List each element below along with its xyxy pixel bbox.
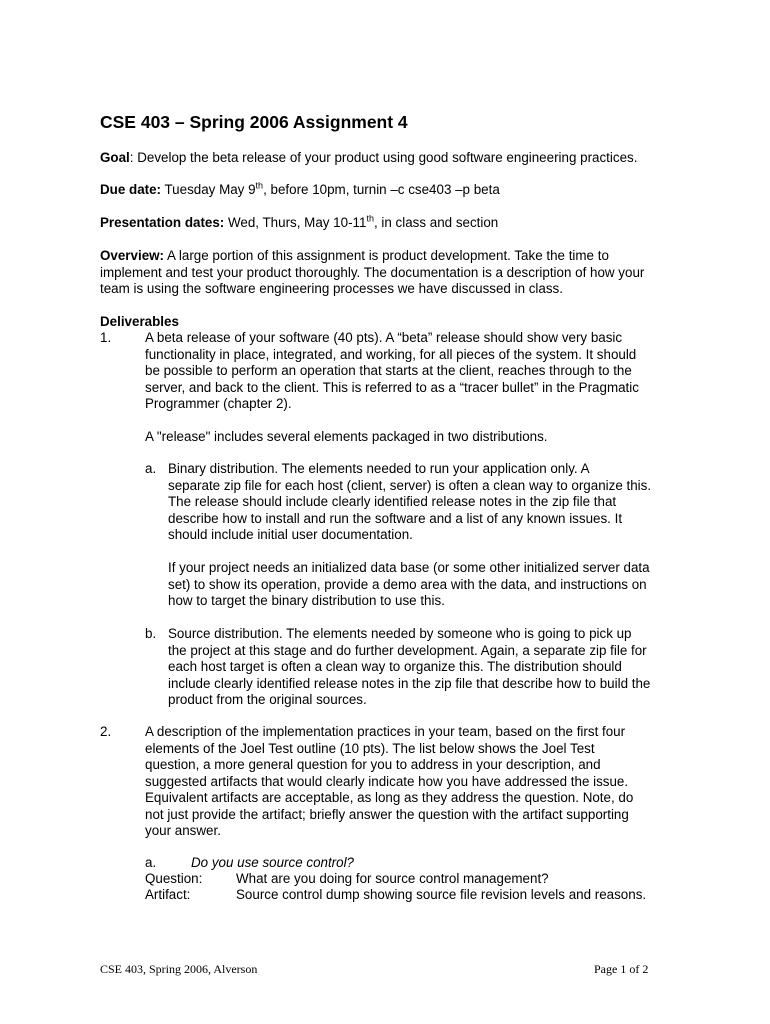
item1-line: be possible to perform an operation that starts at the client, reaches through to the — [145, 363, 632, 378]
item2-line: elements of the Joel Test outline (10 pts). The list below shows the Joel Test — [145, 740, 595, 756]
goal-paragraph — [100, 150, 680, 167]
item-number: 1. — [100, 330, 112, 345]
sub-b-line: each host target is often a clean way to organize this. The distribution should — [168, 659, 622, 674]
release-intro: A "release" includes several elements packaged in two distributions. — [145, 429, 548, 444]
data-base-note — [168, 560, 650, 610]
item1-line: server, and back to the client. This is referred to as a “tracer bullet” in the Pragmatic — [145, 379, 639, 395]
sub-item-letter: a. — [145, 855, 157, 870]
item-number: 2. — [100, 724, 112, 739]
item1-line: Programmer (chapter 2). — [145, 396, 292, 411]
item2-line: Equivalent artifacts are acceptable, as long as they address the question. Note, do — [145, 790, 634, 805]
due-date-label: Due date: — [100, 182, 162, 197]
source-distribution-text — [168, 626, 650, 709]
item2-line: question, a more general question for you to address in your description, and — [145, 757, 601, 772]
presentation-sup: th — [366, 213, 374, 224]
presentation-text-a: Wed, Thurs, May 10-11 — [224, 215, 367, 230]
page-number: Page 1 of 2 — [594, 962, 649, 976]
artifact-label: Artifact: — [145, 887, 191, 902]
item2-line: your answer. — [145, 823, 221, 838]
presentation-text-b: , in class and section — [373, 215, 499, 230]
item1-line: functionality in place, integrated, and working, for all pieces of the system. It should — [145, 346, 637, 362]
due-date-text-b: , before 10pm, turnin –c cse403 –p beta — [263, 182, 500, 197]
sub-item-letter: a. — [145, 461, 157, 476]
due-date-sup: th — [255, 180, 264, 191]
overview-line: implement and test your product thoroughly. The documentation is a description of how your — [100, 264, 645, 280]
sub-b-line: the project at this stage and do further development. Again, a separate zip file for — [168, 642, 647, 658]
sub-a-extra-line: If your project needs an initialized data base (or some other initialized server data — [168, 560, 650, 575]
sub-a-line: separate zip file for each host (client, server) is often a clean way to organize this. — [168, 477, 652, 493]
goal-text: : Develop the beta release of your product using good software engineering practices. — [129, 150, 638, 165]
presentation-label: Presentation dates: — [100, 215, 225, 230]
due-date-paragraph — [100, 182, 680, 199]
deliverables-heading: Deliverables — [100, 314, 179, 329]
sub-b-line: Source distribution. The elements needed by someone who is going to pick up — [168, 626, 632, 641]
overview-line: team is using the software engineering processes we have discussed in class. — [100, 281, 563, 296]
item2-text — [145, 724, 633, 840]
sub-a-line: should include initial user documentation. — [168, 527, 413, 542]
presentation-paragraph — [100, 215, 680, 232]
item1-text — [145, 330, 639, 413]
footer-left: CSE 403, Spring 2006, Alverson — [100, 962, 258, 976]
item2-line: not just provide the artifact; briefly answer the question with the artifact supporting — [145, 806, 629, 822]
sub-a-line: Binary distribution. The elements needed to run your application only. A — [168, 461, 590, 476]
binary-distribution-text — [168, 461, 651, 544]
goal-label: Goal — [100, 150, 130, 165]
document-title: CSE 403 – Spring 2006 Assignment 4 — [100, 112, 408, 132]
item2-line: suggested artifacts that would clearly indicate how you have addressed the issue. — [145, 773, 629, 789]
question-label: Question: — [145, 871, 203, 886]
overview-paragraph — [100, 248, 680, 298]
sub-item-letter: b. — [145, 626, 157, 641]
overview-label: Overview: — [100, 248, 165, 263]
artifact-text: Source control dump showing source file revision levels and reasons. — [236, 887, 647, 902]
sub-b-line: product from the original sources. — [168, 692, 367, 707]
question-text: What are you doing for source control management? — [236, 871, 549, 886]
sub-a-extra-line: set) to show its operation, provide a demo area with the data, and instructions on — [168, 576, 647, 592]
item1-line: A beta release of your software (40 pts). A “beta” release should show very basic — [145, 330, 623, 345]
due-date-text-a: Tuesday May 9 — [161, 182, 256, 197]
sub-a-line: describe how to install and run the software and a list of any known issues. It — [168, 510, 623, 526]
item2-line: A description of the implementation practices in your team, based on the first four — [145, 724, 626, 739]
overview-line: A large portion of this assignment is product development. Take the time to — [164, 248, 609, 263]
sub-a-extra-line: how to target the binary distribution to use this. — [168, 593, 445, 608]
joel-question-title: Do you use source control? — [191, 855, 355, 870]
sub-a-line: The release should include clearly identified release notes in the zip file that — [168, 494, 617, 509]
sub-b-line: include clearly identified release notes in the zip file that describe how to build the — [168, 675, 651, 691]
